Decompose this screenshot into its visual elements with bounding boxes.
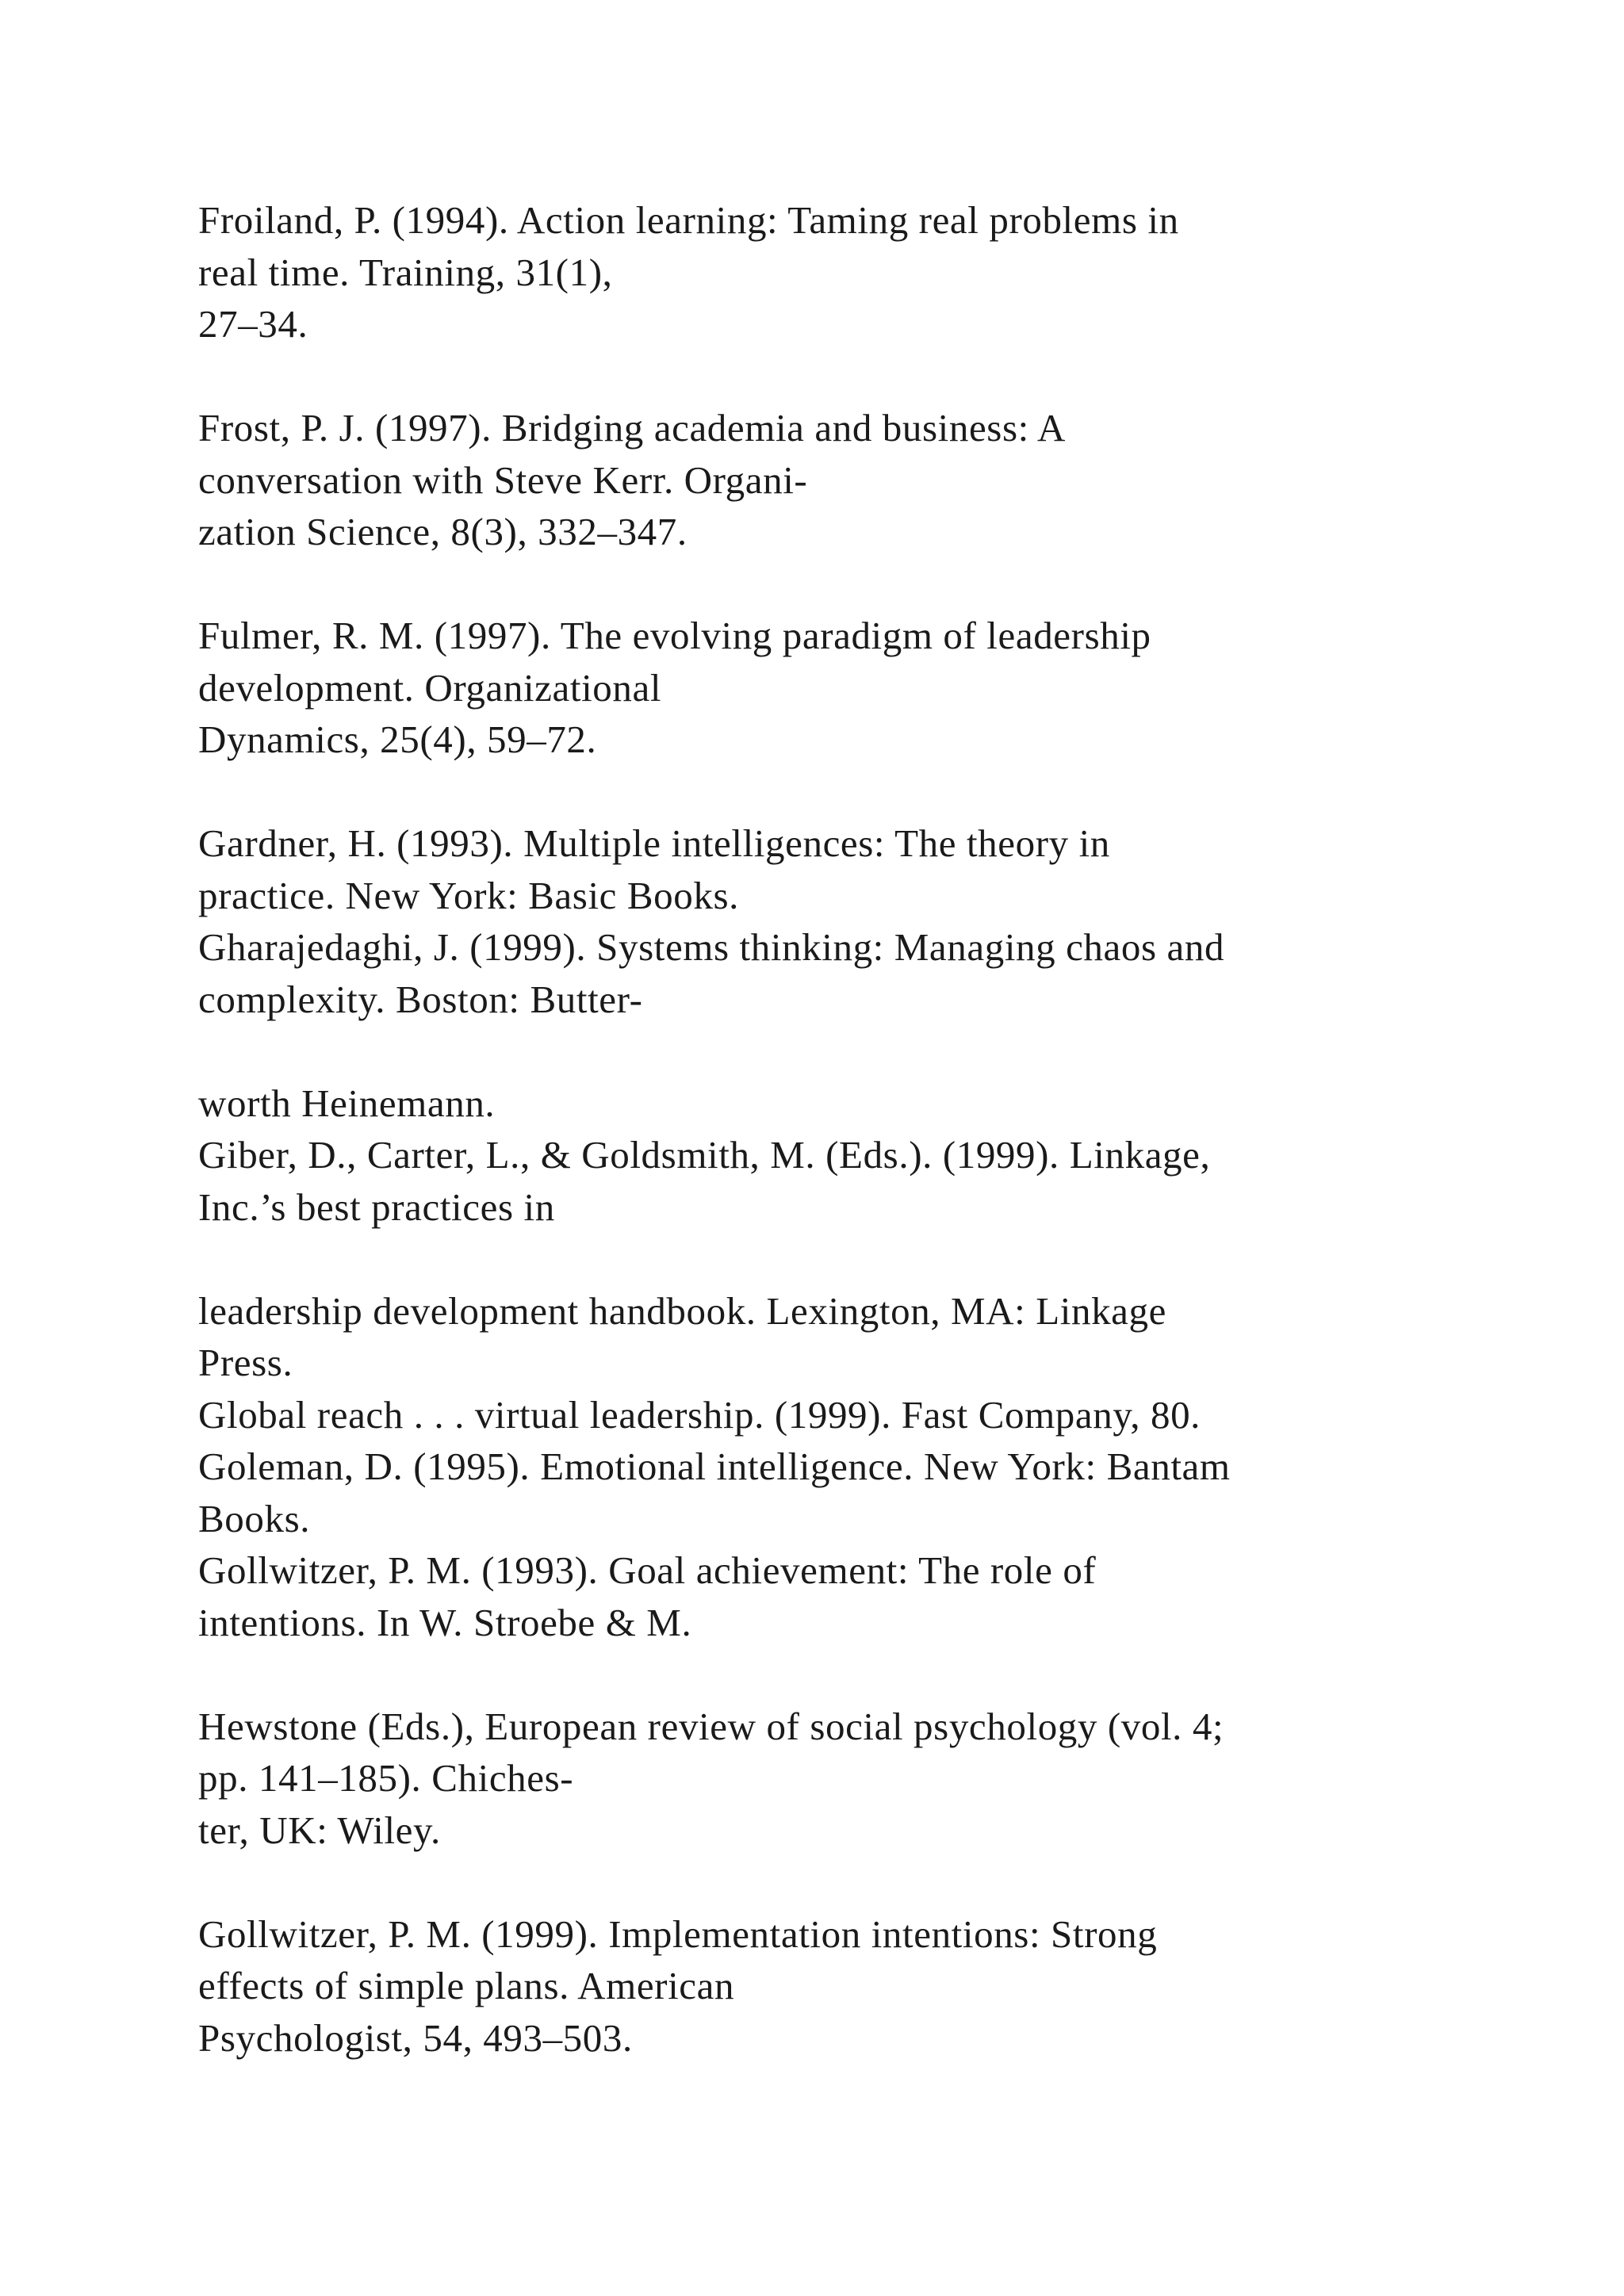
blank-line bbox=[198, 1856, 1546, 1908]
text-line: development. Organizational bbox=[198, 665, 662, 710]
text-line: Global reach . . . virtual leadership. (1999). Fast Company, 80. bbox=[198, 1392, 1201, 1437]
text-line: worth Heinemann. bbox=[198, 1081, 496, 1125]
text-line: Frost, P. J. (1997). Bridging academia and business: A bbox=[198, 406, 1066, 450]
text-line: Psychologist, 54, 493–503. bbox=[198, 2015, 633, 2060]
text-line: effects of simple plans. American bbox=[198, 1964, 735, 2007]
text-line: intentions. In W. Stroebe & M. bbox=[198, 1600, 692, 1644]
reference-list bbox=[198, 194, 1546, 2064]
text-line: Gollwitzer, P. M. (1993). Goal achievement: The role of bbox=[198, 1548, 1097, 1592]
text-line: Inc.’s best practices in bbox=[198, 1184, 555, 1229]
text-line: Gharajedaghi, J. (1999). Systems thinking: Managing chaos and bbox=[198, 925, 1225, 969]
text-line: Goleman, D. (1995). Emotional intelligence. New York: Bantam bbox=[198, 1445, 1231, 1488]
blank-line bbox=[198, 1648, 1546, 1701]
text-line: ter, UK: Wiley. bbox=[198, 1808, 441, 1852]
blank-line bbox=[198, 350, 1546, 403]
text-line: real time. Training, 31(1), bbox=[198, 250, 613, 294]
text-line: leadership development handbook. Lexington, MA: Linkage bbox=[198, 1288, 1166, 1333]
text-line: Hewstone (Eds.), European review of social psychology (vol. 4; bbox=[198, 1704, 1224, 1748]
text-line: Froiland, P. (1994). Action learning: Taming real problems in bbox=[198, 198, 1179, 242]
text-line: Gardner, H. (1993). Multiple intelligences: The theory in bbox=[198, 821, 1110, 865]
text-line: pp. 141–185). Chiches- bbox=[198, 1756, 574, 1800]
text-line: Gollwitzer, P. M. (1999). Implementation intentions: Strong bbox=[198, 1911, 1158, 1956]
text-line: Fulmer, R. M. (1997). The evolving paradigm of leadership bbox=[198, 614, 1151, 657]
blank-line bbox=[198, 558, 1546, 610]
blank-line bbox=[198, 766, 1546, 818]
text-line: zation Science, 8(3), 332–347. bbox=[198, 510, 688, 553]
blank-line bbox=[198, 1233, 1546, 1285]
text-line: complexity. Boston: Butter- bbox=[198, 977, 643, 1021]
text-line: Press. bbox=[198, 1341, 293, 1384]
text-line: Dynamics, 25(4), 59–72. bbox=[198, 718, 597, 761]
text-line: practice. New York: Basic Books. bbox=[198, 873, 739, 917]
text-line: 27–34. bbox=[198, 302, 308, 346]
blank-line bbox=[198, 1025, 1546, 1077]
text-line: Books. bbox=[198, 1496, 311, 1540]
text-line: Giber, D., Carter, L., & Goldsmith, M. (Eds.). (1999). Linkage, bbox=[198, 1133, 1211, 1177]
text-line: conversation with Steve Kerr. Organi- bbox=[198, 457, 808, 502]
